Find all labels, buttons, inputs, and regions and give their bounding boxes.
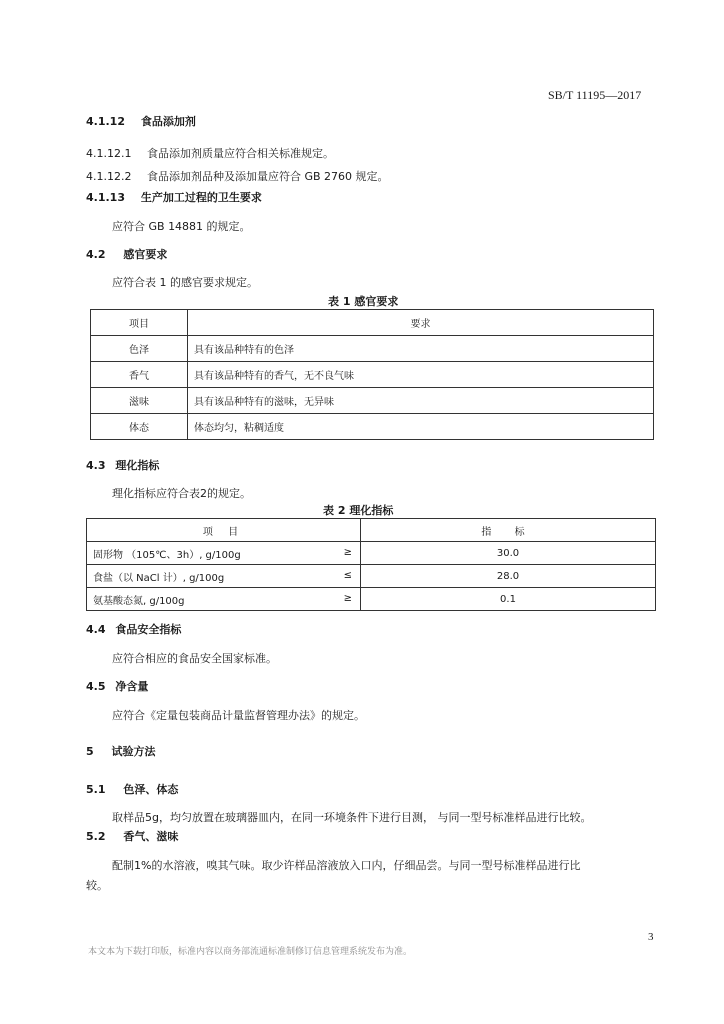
- table2-caption: 表 2 理化指标: [323, 504, 394, 517]
- section-4-4-heading: [86, 621, 181, 637]
- table-cell: 体态: [91, 414, 188, 440]
- section-title: 理化指标: [115, 459, 160, 472]
- sensory-requirements-table: [90, 309, 654, 440]
- table-row: [91, 388, 654, 414]
- clause-4-1-12-2: [86, 168, 389, 184]
- table-header-row: [87, 519, 656, 542]
- clause-number: 4.1.13: [86, 191, 125, 204]
- section-4-5-heading: [86, 678, 148, 694]
- section-title: 感官要求: [123, 248, 168, 261]
- table-row: [87, 565, 656, 588]
- clause-number: 4.1.12: [86, 115, 125, 128]
- table-cell: 滋味: [91, 388, 188, 414]
- table-cell-value: 28.0: [361, 565, 656, 588]
- table-row: [91, 336, 654, 362]
- section-4-5-text: 应符合《定量包装商品计量监督管理办法》的规定。: [112, 709, 365, 722]
- item-label: 食盐（以 NaCl 计）, g/100g: [93, 572, 225, 584]
- clause-number: 4.1.12.2: [86, 170, 132, 183]
- table-cell-value: 30.0: [361, 542, 656, 565]
- section-number: 4.5: [86, 680, 106, 693]
- table-cell-item: [87, 588, 361, 611]
- section-number: 4.4: [86, 623, 106, 636]
- section-4-4-text: 应符合相应的食品安全国家标准。: [112, 652, 277, 665]
- table-cell: 具有该品种特有的滋味，无异味: [188, 388, 654, 414]
- section-4-3-text: 理化指标应符合表2的规定。: [112, 487, 251, 500]
- table-cell: 具有该品种特有的色泽: [188, 336, 654, 362]
- table-cell: 具有该品种特有的香气，无不良气味: [188, 362, 654, 388]
- clause-number: 4.1.12.1: [86, 147, 132, 160]
- page-number: 3: [648, 931, 654, 943]
- physicochemical-table: [86, 518, 656, 611]
- comparison-sign: ≤: [343, 570, 352, 581]
- table-header-cell: 项目: [91, 310, 188, 336]
- section-title: 色泽、体态: [123, 783, 179, 796]
- standard-code: SB/T 11195—2017: [548, 88, 642, 102]
- clause-text: 食品添加剂品种及添加量应符合 GB 2760 规定。: [146, 170, 389, 183]
- section-5-heading: [86, 743, 156, 759]
- table-row: [87, 542, 656, 565]
- comparison-sign: ≥: [343, 593, 352, 604]
- section-title: 食品安全指标: [115, 623, 182, 636]
- clause-4-1-12-heading: [86, 113, 196, 129]
- section-4-3-heading: [86, 457, 159, 473]
- table-cell-value: 0.1: [361, 588, 656, 611]
- footer-note: 本文本为下载打印版，标准内容以商务部流通标准制修订信息管理系统发布为准。: [88, 947, 413, 957]
- section-5-2-text-line1: 配制1%的水溶液，嗅其气味。取少许样品溶液放入口内，仔细品尝。与同一型号标准样品进行比: [112, 859, 581, 872]
- clause-title: 食品添加剂: [140, 115, 196, 128]
- section-5-2-heading: [86, 828, 178, 844]
- section-number: 5.1: [86, 783, 106, 796]
- table-cell: 香气: [91, 362, 188, 388]
- table-header-row: [91, 310, 654, 336]
- item-label: 固形物 （105℃、3h）, g/100g: [93, 549, 241, 561]
- table-row: [87, 588, 656, 611]
- section-title: 香气、滋味: [123, 830, 179, 843]
- section-title: 净含量: [115, 680, 149, 693]
- section-5-2-text-line2: 较。: [86, 879, 108, 892]
- section-number: 5: [86, 745, 94, 758]
- section-number: 4.2: [86, 248, 106, 261]
- clause-text: 食品添加剂质量应符合相关标准规定。: [146, 147, 334, 160]
- clause-4-1-13-text: 应符合 GB 14881 的规定。: [112, 220, 251, 233]
- section-5-1-text: 取样品5g，均匀放置在玻璃器皿内，在同一环境条件下进行目测， 与同一型号标准样品进行比较。: [112, 811, 592, 824]
- comparison-sign: ≥: [343, 547, 352, 558]
- section-4-2-text: 应符合表 1 的感官要求规定。: [112, 276, 258, 289]
- table-row: [91, 414, 654, 440]
- table1-caption: 表 1 感官要求: [328, 295, 399, 308]
- clause-4-1-12-1: [86, 145, 334, 161]
- table-cell: 色泽: [91, 336, 188, 362]
- section-number: 4.3: [86, 459, 106, 472]
- table-header-cell: 指 标: [361, 519, 656, 542]
- section-number: 5.2: [86, 830, 106, 843]
- item-label: 氨基酸态氮, g/100g: [93, 595, 185, 607]
- clause-4-1-13-heading: [86, 189, 262, 205]
- table-cell: 体态均匀，粘稠适度: [188, 414, 654, 440]
- section-title: 试验方法: [111, 745, 156, 758]
- table-cell-item: [87, 542, 361, 565]
- table-header-cell: 项 目: [87, 519, 361, 542]
- table-row: [91, 362, 654, 388]
- section-4-2-heading: [86, 246, 167, 262]
- table-header-cell: 要求: [188, 310, 654, 336]
- clause-title: 生产加工过程的卫生要求: [140, 191, 262, 204]
- table-cell-item: [87, 565, 361, 588]
- section-5-1-heading: [86, 781, 178, 797]
